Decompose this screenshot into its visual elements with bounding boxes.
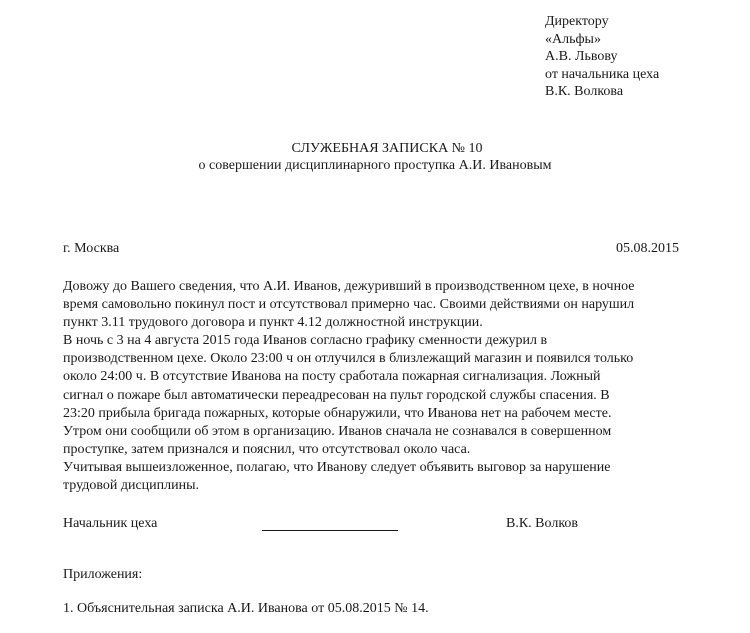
body-line: Учитывая вышеизложенное, полагаю, что Иванову следует объявить выговор за нарушение [63,459,611,475]
title-line-1: СЛУЖЕБНАЯ ЗАПИСКА № 10 [291,141,483,156]
signature-line [262,530,398,531]
addressee-line: В.К. Волкова [545,84,624,99]
body-line: сигнал о пожаре был автоматически переадресован на пульт городской службы спасения. В [63,387,610,403]
body-line: трудовой дисциплины. [63,478,200,494]
title-line-2: о совершении дисциплинарного проступка А.И. Ивановым [198,158,552,173]
addressee-line: Директору [545,14,609,29]
attachment-item: 1. Объяснительная записка А.И. Иванова от 05.08.2015 № 14. [63,601,429,616]
body-line: Утром они сообщили об этом в организацию. Иванов сначала не сознавался в совершенном [63,423,612,439]
addressee-line: «Альфы» [545,31,601,47]
body-line: время самовольно покинул пост и отсутствовал примерно час. Своими действиями он нарушил [63,297,635,313]
addressee-line: от начальника цеха [545,66,660,82]
addressee-block [545,13,659,101]
attachments-heading: Приложения: [63,567,143,582]
body-line: проступке, затем признался и пояснил, что отсутствовал около часа. [63,441,471,457]
body-line: около 24:00 ч. В отсутствие Иванова на посту сработала пожарная сигнализация. Ложный [63,369,601,385]
document-title [0,140,750,174]
document-place: г. Москва [63,241,120,256]
body-line: производственном цехе. Около 23:00 ч он отлучился в близлежащий магазин и появился только [63,351,634,367]
signer-name: В.К. Волков [506,516,579,531]
body-line: В ночь с 3 на 4 августа 2015 года Иванов согласно графику сменности дежурил в [63,333,548,349]
document-date: 05.08.2015 [616,241,679,256]
body-line: 23:20 прибыла бригада пожарных, которые обнаружили, что Иванова нет на рабочем месте. [63,405,612,421]
addressee-line: А.В. Львову [545,49,618,64]
body-text [63,278,634,495]
body-line: Довожу до Вашего сведения, что А.И. Иванов, дежуривший в производственном цехе, в ночное [63,279,635,294]
signer-position: Начальник цеха [63,516,158,531]
body-line: пункт 3.11 трудового договора и пункт 4.12 должностной инструкции. [63,315,483,331]
